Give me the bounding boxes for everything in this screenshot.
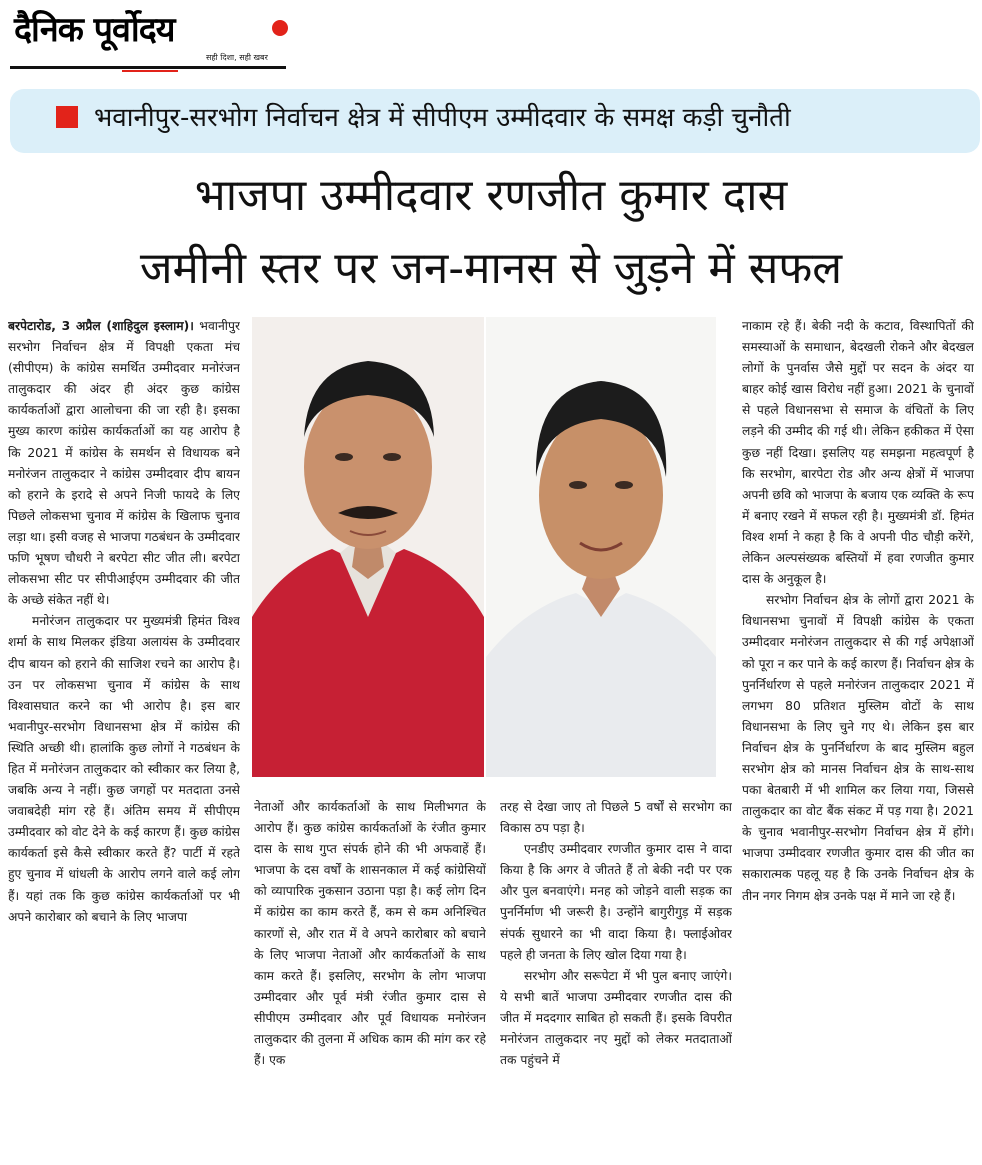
article-paragraph: एनडीए उम्मीदवार रणजीत कुमार दास ने वादा किया है कि अगर वे जीतते हैं तो बेकी नदी पर एक और पुल बनवाएंगे। मनह को जोड़ने वाली सड़क का पुनर्निर्माण भी जरूरी है। उन्होंने बागुरीगुड़ में सड़क संपर्क सुधारने का भी वादा किया है। फ्लाईओवर पहले ही जनता के लिए खोल दिया गया है।: [500, 842, 732, 962]
article-paragraph: मनोरंजन तालुकदार पर मुख्यमंत्री हिमंत विश्व शर्मा के साथ मिलकर इंडिया अलायंस के उम्मीदवार दीप बायन को हराने की साजिश रचने का आरोप है। उन पर लोकसभा चुनाव में कांग्रेस के साथ विश्वासघात करने का भी आरोप है। इस बार भवानीपुर-सरभोग विधानसभा क्षेत्र में कांग्रेस की स्थिति अच्छी थी। हालांकि कुछ लोगों ने गठबंधन के हित में मनोरंजन तालुकदार को स्वीकार कर लिया है, जबकि अन्य ने नहीं। कुछ जगहों पर मतदाता उनसे जवाबदेही मांग रहे हैं। अंतिम समय में सीपीएम उम्मीदवार को वोट देने के कई कारण हैं। कुछ कांग्रेस कार्यकर्ता इसे कैसे स्वीकार करते हैं? पार्टी में रहते हुए चुनाव में धांधली के आरोप लगने वाले कई लोग हैं। यहां तक कि कुछ कांग्रेस कार्यकर्ताओं पर भी अपने कारोबार को बचाने के लिए भाजपा: [8, 614, 240, 924]
article-paragraph: नेताओं और कार्यकर्ताओं के साथ मिलीभगत के आरोप हैं। कुछ कांग्रेस कार्यकर्ताओं के रंजीत कुमार दास के साथ गुप्त संपर्क होने की भी अफवाहें हैं। भाजपा के दस वर्षों के शासनकाल में कई कांग्रेसियों को व्यापारिक नुकसान उठाना पड़ा है। कई लोग दिन में कांग्रेस का काम करते हैं, कम से कम अनिश्चित कारणों से, और रात में वे अपने कारोबार को बचाने के लिए भाजपा नेताओं और कार्यकर्ताओं के साथ काम करते हैं। इसलिए, सरभोग के लोग भाजपा उम्मीदवार और पूर्व मंत्री रंजीत कुमार दास से सीपीएम उम्मीदवार और पूर्व विधायक मनोरंजन तालुकदार की तुलना में अधिक काम की मांग कर रहे हैं। एक: [254, 800, 486, 1068]
red-square-icon: [56, 106, 78, 128]
dateline: बरपेटारोड, 3 अप्रैल (शाहिदुल इस्लाम)।: [8, 319, 194, 333]
article-paragraph: सरभोग निर्वाचन क्षेत्र के लोगों द्वारा 2021 के विधानसभा चुनावों में विपक्षी कांग्रेस के एकता उम्मीदवार मनोरंजन तालुकदार से की गई अपेक्षाओं को पूरा न कर पाने के कई कारण हैं। निर्वाचन क्षेत्र के पुनर्निर्धारण से पहले मनोरंजन तालुकदार 2021 में लगभग 80 प्रतिशत मुस्लिम वोटों के साथ विधानसभा के लिए चुने गए थे। लेकिन इस बार निर्वाचन क्षेत्र के पुनर्निर्धारण के बाद मुस्लिम बहुल सरभोग क्षेत्र को मानस निर्वाचन क्षेत्र के साथ-साथ पका बेतबारी में भी शामिल कर लिया गया, जिससे तालुकदार का वोट बैंक संकट में पड़ गया है। 2021 के चुनाव भवानीपुर-सरभोग निर्वाचन क्षेत्र में होंगे। भाजपा उम्मीदवार रणजीत कुमार दास की जीत का सकारात्मक पहलू यह है कि उनके निर्वाचन क्षेत्र के तीन नगर निगम क्षेत्र उनके पक्ष में माने जा रहे हैं।: [742, 593, 974, 903]
article-column-4: [742, 316, 974, 1162]
headline-line-2: जमीनी स्तर पर जन-मानस से जुड़ने में सफल: [139, 243, 843, 294]
article-column-1: [8, 316, 240, 1162]
article-column-3: [500, 797, 732, 1162]
logo-dot-icon: [272, 20, 288, 36]
headline-line-1: भाजपा उम्मीदवार रणजीत कुमार दास: [194, 170, 788, 221]
candidate-photo-right: [486, 317, 716, 777]
newspaper-tagline: सही दिशा, सही खबर: [206, 53, 268, 62]
newspaper-logo-title: दैनिक पूर्वोदय: [14, 10, 175, 50]
article-column-2: [254, 797, 486, 1162]
masthead: [10, 8, 290, 74]
article-paragraph: तरह से देखा जाए तो पिछले 5 वर्षों से सरभोग का विकास ठप पड़ा है।: [500, 800, 732, 836]
article-paragraph: [8, 316, 240, 611]
portrait-illustration-right: [486, 317, 716, 777]
masthead-accent-rule: [122, 70, 178, 72]
paragraph-text: भवानीपुर सरभोग निर्वाचन क्षेत्र में विपक्षी एकता मंच (सीपीएम) के कांग्रेस समर्थित उम्मीदवार मनोरंजन तालुकदार की अंदर ही अंदर कुछ कांग्रेस कार्यकर्ताओं द्वारा आलोचना की जा रही है। इसका मुख्य कारण कांग्रेस कार्यकर्ताओं का यह आरोप है कि 2021 में कांग्रेस के समर्थन से विधायक बने मनोरंजन तालुकदार ने कांग्रेस उम्मीदवार दीप बायन को हराने के इरादे से अपने निजी फायदे के लिए पिछले लोकसभा चुनाव में कांग्रेस के खिलाफ चुनाव लड़ा था। इसी वजह से भाजपा गठबंधन के उम्मीदवार फणि भूषण चौधरी ने बरपेटा सीट जीत ली। बरपेटा लोकसभा सीट पर सीपीआईएम उम्मीदवार की जीत के अच्छे संकेत नहीं थे।: [8, 319, 240, 608]
article-paragraph: नाकाम रहे हैं। बेकी नदी के कटाव, विस्थापितों की समस्याओं के समाधान, बेदखली रोकने और बेदखल लोगों के पुनर्वास जैसे मुद्दों पर सदन के अंदर या बाहर कोई खास विरोध नहीं हुआ। 2021 के चुनावों से पहले विधानसभा से समाज के वंचितों के लिए लड़ने की उम्मीद की गई थी। लेकिन हकीकत में ऐसा कुछ नहीं दिखा। इसलिए यह समझना महत्वपूर्ण है कि सरभोग, बारपेटा रोड और अन्य क्षेत्रों में भाजपा अपनी छवि को भाजपा के बजाय एक व्यक्ति के रूप में बनाए रखने में सफल रही है। मुख्यमंत्री डॉ. हिमंत विश्व शर्मा ने कहा है कि वे अपनी पीठ चौड़ी करेंगे, लेकिन अल्पसंख्यक बस्तियों में हवा रणजीत कुमार दास के अनुकूल है।: [742, 319, 974, 587]
article-paragraph: सरभोग और सरूपेटा में भी पुल बनाए जाएंगे। ये सभी बातें भाजपा उम्मीदवार रणजीत दास की जीत में मददगार साबित हो सकती हैं। इसके विपरीत मनोरंजन तालुकदार नए मुद्दों को लेकर मतदाताओं तक पहुंचने में: [500, 968, 732, 1068]
portrait-illustration-left: [252, 317, 484, 777]
kicker-text: भवानीपुर-सरभोग निर्वाचन क्षेत्र में सीपीएम उम्मीदवार के समक्ष कड़ी चुनौती: [94, 103, 791, 133]
candidate-photo-left: [252, 317, 484, 777]
masthead-rule: [10, 66, 286, 69]
kicker-banner: [10, 89, 980, 153]
